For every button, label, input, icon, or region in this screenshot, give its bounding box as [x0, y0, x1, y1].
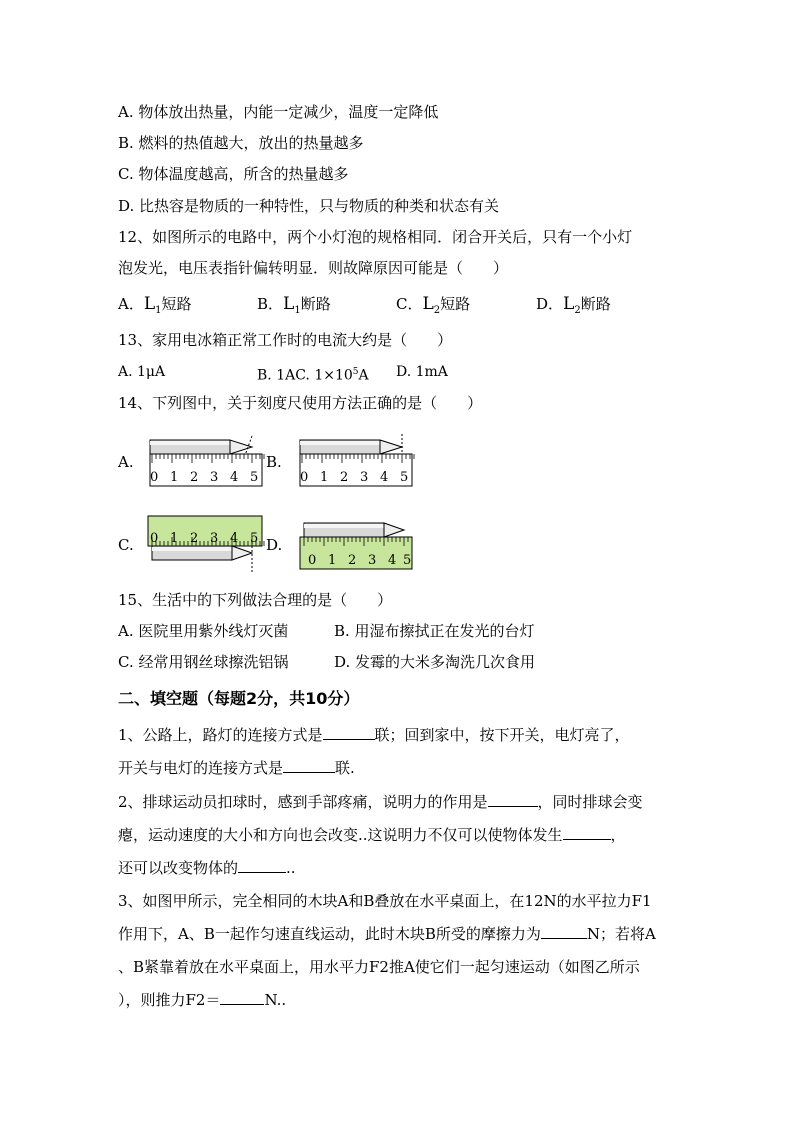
- tick-3: 3: [360, 470, 369, 485]
- fill-q3-line3: 、B紧靠着放在水平桌面上，用水平力F2推A使它们一起匀速运动（如图乙所示: [118, 958, 640, 976]
- q12-stem-line2: 泡发光，电压表指针偏转明显．则故障原因可能是（ ）: [118, 259, 509, 277]
- ruler-d: [300, 537, 415, 569]
- fill-q3-line4: ），则推力F2＝ N..: [118, 991, 287, 1009]
- q13-option-d: D. 1mA: [396, 364, 448, 380]
- tick-1: 1: [170, 470, 179, 485]
- fill-q1-line2: 开关与电灯的连接方式是 联.: [118, 759, 355, 777]
- tick-0: 0: [150, 531, 159, 546]
- q12-option-a: A．$L_1$短路: [118, 294, 192, 316]
- blank-4[interactable]: [563, 825, 611, 840]
- q11-option-b: B. 燃料的热值越大，放出的热量越多: [118, 134, 364, 152]
- tick-4: 4: [388, 553, 397, 568]
- tick-0: 0: [150, 470, 159, 485]
- fill-q3-line1: 3、如图甲所示，完全相同的木块A和B叠放在水平桌面上，在12N的水平拉力F1: [118, 892, 652, 910]
- tick-5: 5: [400, 470, 409, 485]
- q14-label-b: B.: [266, 453, 282, 471]
- section-2-heading: 二、填空题（每题2分，共10分）: [118, 689, 360, 708]
- tick-1: 1: [328, 553, 337, 568]
- ruler-figure-b: [290, 432, 415, 490]
- tick-1: 1: [170, 531, 179, 546]
- q13-stem: 13、家用电冰箱正常工作时的电流大约是（ ）: [118, 331, 453, 349]
- q13-option-a: A. 1μA: [118, 364, 166, 380]
- tick-2: 2: [348, 553, 357, 568]
- q11-option-c: C. 物体温度越高，所含的热量越多: [118, 165, 349, 183]
- fill-q2-line2: 瘪，运动速度的大小和方向也会改变..这说明力不仅可以使物体发生 ，: [118, 826, 626, 844]
- pencil-d: [304, 523, 404, 537]
- tick-2: 2: [190, 470, 199, 485]
- tick-4: 4: [380, 470, 389, 485]
- q15-stem: 15、生活中的下列做法合理的是（ ）: [118, 591, 393, 609]
- pencil-b: [300, 440, 402, 454]
- q13-option-bc: B. 1AC. $1\times 10^5A$: [257, 367, 369, 384]
- blank-3[interactable]: [488, 792, 538, 807]
- q12-option-d: D．$L_2$断路: [536, 294, 611, 316]
- blank-7[interactable]: [220, 990, 264, 1005]
- pencil-a: [150, 440, 252, 454]
- q14-stem: 14、下列图中，关于刻度尺使用方法正确的是（ ）: [118, 394, 483, 412]
- fill-q2-line3: 还可以改变物体的 ..: [118, 859, 296, 877]
- fill-q2-line1: 2、排球运动员扣球时，感到手部疼痛，说明力的作用是 ，同时排球会变: [118, 793, 643, 811]
- q14-label-d: D.: [266, 536, 283, 554]
- tick-0: 0: [308, 553, 317, 568]
- tick-2: 2: [340, 470, 349, 485]
- q12-option-b: B．$L_1$断路: [257, 294, 331, 316]
- tick-4: 4: [230, 470, 239, 485]
- tick-5: 5: [250, 531, 259, 546]
- tick-2: 2: [190, 531, 199, 546]
- ruler-figure-c: [140, 512, 265, 574]
- blank-5[interactable]: [238, 858, 286, 873]
- tick-1: 1: [320, 470, 329, 485]
- ruler-c: [148, 516, 264, 546]
- ruler-figure-a: [140, 432, 265, 490]
- ruler-b: [300, 454, 414, 486]
- tick-3: 3: [210, 470, 219, 485]
- q15-option-a: A. 医院里用紫外线灯灭菌: [118, 622, 289, 640]
- tick-4: 4: [230, 531, 239, 546]
- q14-label-a: A.: [118, 453, 134, 471]
- q11-option-d: D. 比热容是物质的一种特性，只与物质的种类和状态有关: [118, 197, 500, 215]
- ruler-a: [150, 454, 264, 486]
- q12-stem-line1: 12、如图所示的电路中，两个小灯泡的规格相同．闭合开关后，只有一个小灯: [118, 228, 633, 246]
- q15-option-d: D. 发霉的大米多淘洗几次食用: [334, 653, 536, 671]
- ruler-figure-d: [290, 515, 415, 573]
- tick-3: 3: [210, 531, 219, 546]
- q15-option-b: B. 用湿布擦拭正在发光的台灯: [334, 622, 535, 640]
- tick-5: 5: [250, 470, 259, 485]
- fill-q1-line1: 1、公路上，路灯的连接方式是 联；回到家中，按下开关，电灯亮了，: [118, 726, 630, 744]
- blank-2[interactable]: [283, 758, 335, 773]
- tick-3: 3: [368, 553, 377, 568]
- fill-q3-line2: 作用下，A、B一起作匀速直线运动，此时木块B所受的摩擦力为 N；若将A: [118, 925, 656, 943]
- blank-1[interactable]: [323, 725, 375, 740]
- q14-label-c: C.: [118, 536, 134, 554]
- tick-5: 5: [403, 553, 412, 568]
- tick-0: 0: [300, 470, 309, 485]
- q11-option-a: A. 物体放出热量，内能一定减少，温度一定降低: [118, 103, 439, 121]
- q12-option-c: C．$L_2$短路: [396, 294, 471, 316]
- q15-option-c: C. 经常用钢丝球擦洗铝锅: [118, 653, 289, 671]
- blank-6[interactable]: [541, 924, 587, 939]
- pencil-c: [152, 546, 252, 560]
